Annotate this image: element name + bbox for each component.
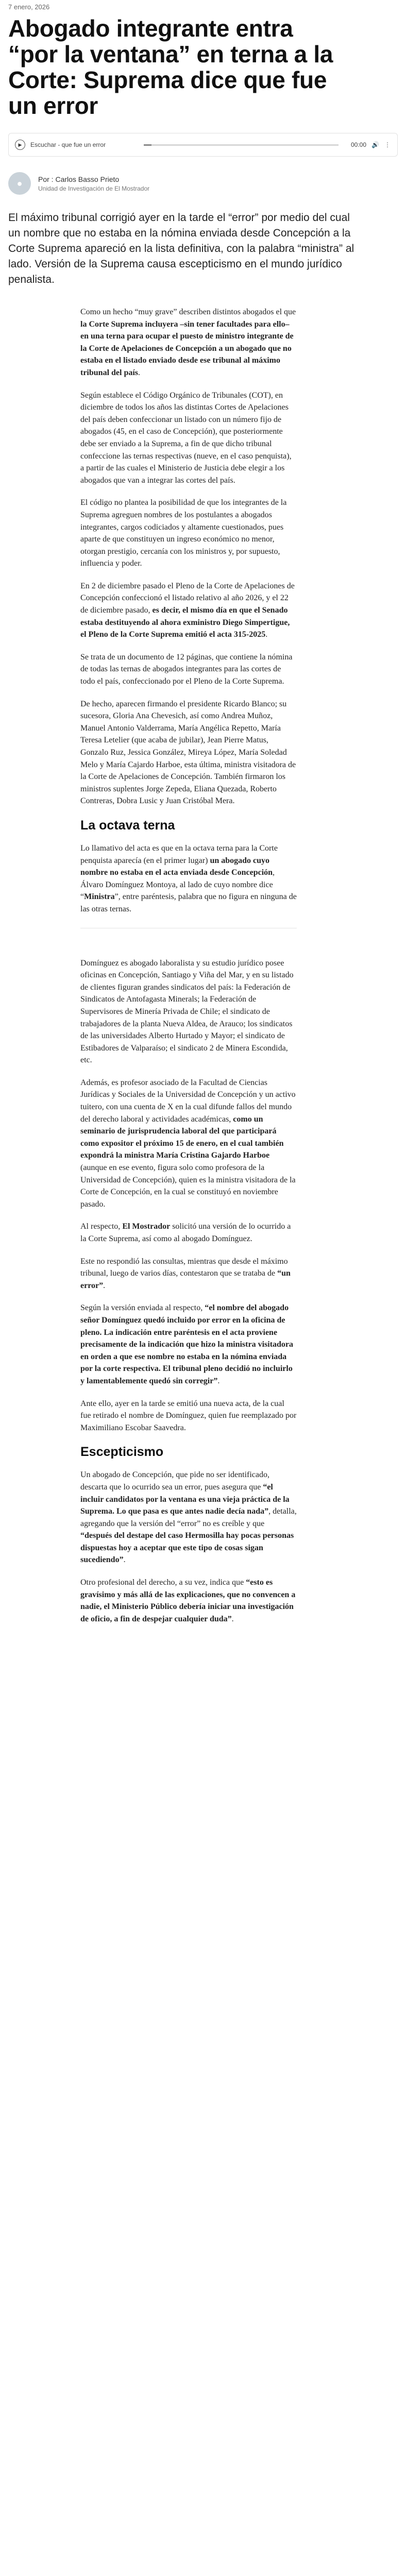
paragraph-3: El código no plantea la posibilidad de que los integrantes de la Suprema agreguen nombres de los postulantes a abogados integrantes, cargos codiciados y altamente cuestionados, pues aparte de que constituyen un ingreso económico no menor, otorgan prestigio, cercanía con los ministros y, por supuesto, influencia y poder. [80, 498, 287, 568]
audio-progress-bar[interactable] [144, 144, 339, 146]
paragraph-11: Este no respondió las consultas, mientras que desde el máximo tribunal, luego de varios días, contestaron que se trataba de “un error”. [80, 1257, 291, 1290]
audio-title: Escuchar - que fue un error [30, 141, 106, 148]
audio-time: 00:00 [350, 141, 366, 148]
paragraph-8: Domínguez es abogado laboralista y su estudio jurídico posee oficinas en Concepción, Santiago y Viña del Mar, y en su listado de clientes figuran grandes sindicatos del país: la Federación de Sindicatos de Antofagasta Minerals; la Federación de Supervisores de Minería Privada de Chile; el sindicato de trabajadores de la planta Nueva Aldea, de Arauco; los sindicatos de las universidades Alberto Hurtado y Mayor; el sindicato de Estibadores de Valparaíso; el sindicato 2 de Minera Escondida, etc. [80, 958, 294, 1065]
paragraph-1: Como un hecho “muy grave” describen distintos abogados el que la Corte Suprema incluyera –sin tener facultades para ello– en una terna para ocupar el puesto de ministro integrante de la Corte de Apelaciones de Concepción a un abogado que no estaba en el listado enviado desde ese tribunal al máximo tribunal del país. [80, 308, 296, 377]
more-options-icon[interactable]: ⋮ [384, 141, 391, 148]
author-block [38, 175, 149, 192]
play-icon[interactable]: ▶ [15, 140, 25, 150]
author-avatar: ● [8, 172, 31, 195]
paragraph-4: En 2 de diciembre pasado el Pleno de la Corte de Apelaciones de Concepción confeccionó el listado relativo al año 2026, y el 22 de diciembre pasado, es decir, el mismo día en que el Senado estaba destituyendo al ahora exministro Diego Simpertigue, el Pleno de la Corte Suprema emitió el acta 315-2025. [80, 581, 295, 639]
article-title: Abogado integrante entra “por la ventana” en terna a la Corte: Suprema dice que fue un error [8, 15, 333, 119]
paragraph-13: Ante ello, ayer en la tarde se emitió una nueva acta, de la cual fue retirado el nombre de Domínguez, quien fue reemplazado por Maximiliano Escobar Saavedra. [80, 1399, 297, 1432]
paragraph-7: Lo llamativo del acta es que en la octava terna para la Corte penquista aparecía (en el primer lugar) un abogado cuyo nombre no estaba en el acta enviada desde Concepción, Álvaro Domínguez Montoya, al lado de cuyo nombre dice “Ministra”, entre paréntesis, palabra que no figura en ninguna de las otras ternas. [80, 843, 297, 913]
paragraph-2: Según establece el Código Orgánico de Tribunales (COT), en diciembre de todos los años las distintas Cortes de Apelaciones del país deben confeccionar un listado con un número fijo de abogados (45, en el caso de Concepción), que posteriormente debe ser enviado a la Suprema, a fin de que dicho tribunal confeccione las ternas respectivas (nueve, en el caso penquista), a partir de las cuales el Ministerio de Justicia debe elegir a los abogados que van a integrar las cortes del país. [80, 391, 292, 485]
article-date: 7 enero, 2026 [8, 3, 50, 11]
author-name[interactable]: Por : Carlos Basso Prieto [38, 175, 120, 183]
paragraph-9: Además, es profesor asociado de la Facultad de Ciencias Jurídicas y Sociales de la Universidad de Concepción y un activo tuitero, con una cuenta de X en la cual difunde fallos del mundo del derecho laboral y actividades académicas, como un seminario de jurisprudencia laboral del que participará como expositor el próximo 15 de enero, en el cual también expondrá la ministra María Cristina Gajardo Harboe (aunque en ese evento, figura solo como profesora de la Universidad de Concepción), quien es la ministra visitadora de la Corte de Concepción, en la cual se constituyó en noviembre pasado. [80, 1078, 296, 1209]
volume-icon[interactable]: 🔊 [371, 141, 379, 148]
article-lead: El máximo tribunal corrigió ayer en la tarde el “error” por medio del cual un nombre que no estaba en la nómina enviada desde Concepción a la Corte Suprema apareció en la lista definitiva, con la palabra “ministra” al lado. Versión de la Suprema causa escepticismo en el mundo jurídico penalista. [8, 212, 354, 285]
audio-player [8, 133, 398, 157]
paragraph-15: Otro profesional del derecho, a su vez, indica que “esto es gravísimo y más allá de las explicaciones, que no convencen a nadie, el Ministerio Público debería iniciar una investigación de oficio, a fin de despejar cualquier duda”. [80, 1578, 296, 1623]
audio-progress-fill [144, 144, 151, 146]
author-role: Unidad de Investigación de El Mostrador [38, 184, 150, 192]
byline [0, 157, 406, 198]
paragraph-14: Un abogado de Concepción, que pide no ser identificado, descarta que lo ocurrido sea un error, pues asegura que “el incluir candidatos por la ventana es una vieja práctica de la Suprema. Lo que pasa es que antes nadie decía nada”, detalla, agregando que la versión del “error” no es creíble y que “después del destape del caso Hermosilla hay pocas personas dispuestas hoy a aceptar que este tipo de cosas sigan sucediendo”. [80, 1470, 297, 1565]
article-body [80, 306, 297, 1656]
paragraph-6: De hecho, aparecen firmando el presidente Ricardo Blanco; su sucesora, Gloria Ana Chevesich, así como Andrea Muñoz, Manuel Antonio Valderrama, María Angélica Repetto, María Teresa Letelier (que acaba de jubilar), Jean Pierre Matus, Gonzalo Ruz, Jessica González, Mireya López, María Soledad Melo y María Cajardo Harboe, esta última, ministra visitadora de la Corte de Apelaciones de Concepción. También firmaron los ministros suplentes Jorge Zepeda, Eliana Quezada, Roberto Contreras, Dobra Lusic y Juan Cristóbal Mera. [80, 699, 296, 806]
paragraph-12: Según la versión enviada al respecto, “el nombre del abogado señor Domínguez quedó incluido por error en la oficina de pleno. La indicación entre paréntesis en el acta proviene precisamente de la indicación que hizo la ministra visitadora en orden a que ese nombre no estaba en la nómina enviada por la corte respectiva. El tribunal pleno decidió no incluirlo y lamentablemente quedó sin corregir”. [80, 1303, 294, 1385]
paragraph-5: Se trata de un documento de 12 páginas, que contiene la nómina de todas las ternas de abogados integrantes para las cortes de todo el país, confeccionado por el Pleno de la Corte Suprema. [80, 652, 293, 686]
section-heading-escepticismo: Escepticismo [80, 1445, 164, 1460]
paragraph-10: Al respecto, El Mostrador solicitó una versión de lo ocurrido a la Corte Suprema, así como al abogado Domínguez. [80, 1222, 291, 1243]
section-heading-octava-terna: La octava terna [80, 818, 175, 833]
